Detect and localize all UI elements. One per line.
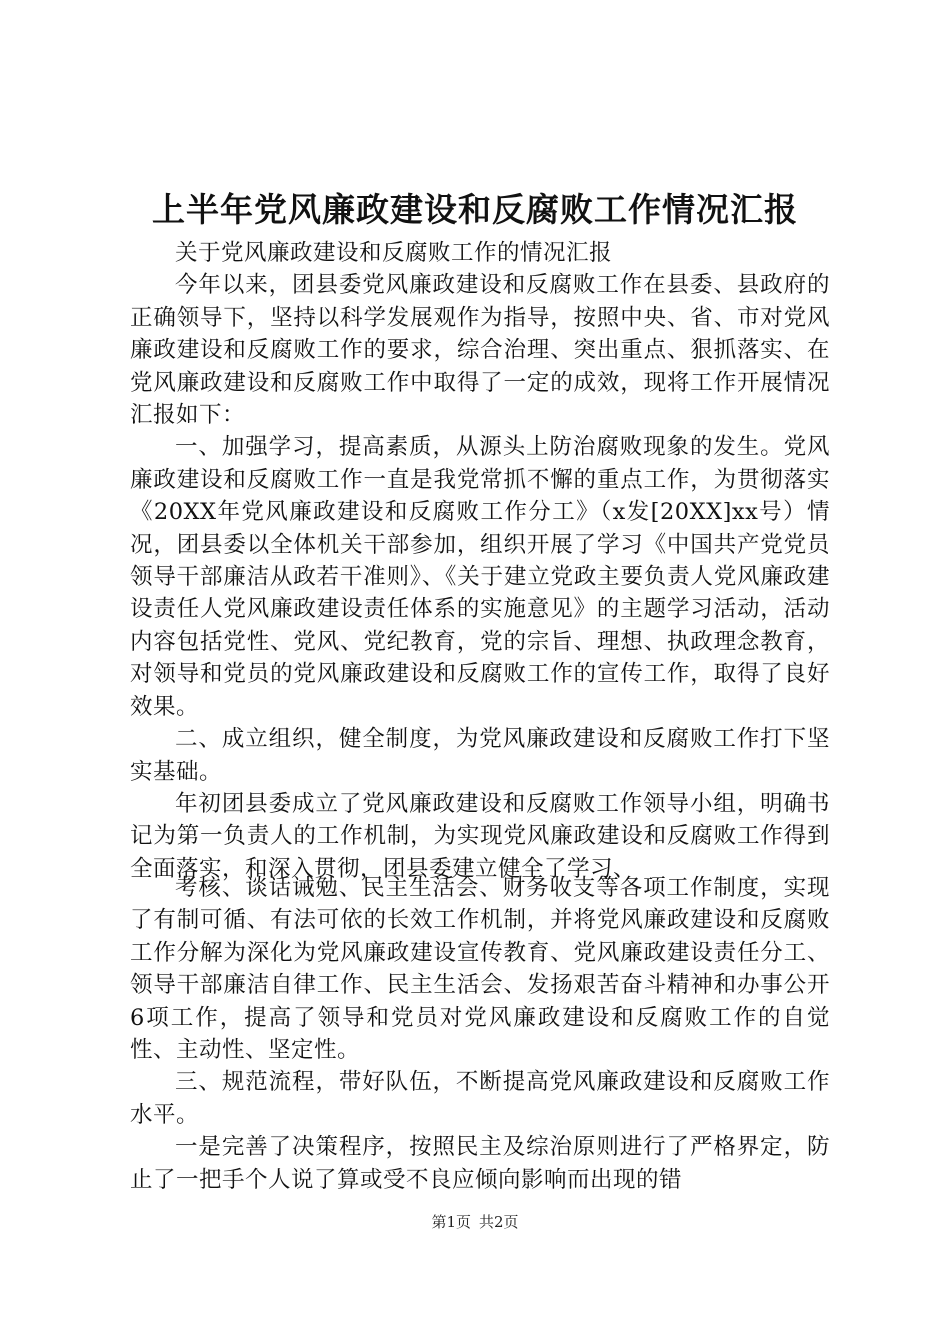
paragraph: 关于党风廉政建设和反腐败工作的情况汇报 [175,240,613,266]
paragraph: 年初团县委成立了党风廉政建设和反腐败工作领导小组，明确书记为第一负责人的工作机制，为实现党风廉政建设和反腐败工作得到全面落实，和深入贯彻，团县委建立健全了学习、 [130,790,830,882]
paragraph: 考核、谈话诫勉、民主生活会、财务收支等各项工作制度，实现了有制可循、有法可依的长效工作机制，并将党风廉政建设和反腐败工作分解为深化为党风廉政建设宣传教育、党风廉政建设责任分工、领导干部廉洁自律工作、民主生活会、发扬艰苦奋斗精神和办事公开6项工作，提高了领导和党员对党风廉政建设和反腐败工作的自觉性、主动性、坚定性。 [130,875,830,1064]
page-total: 共2页 [479,1213,519,1231]
paragraph: 二、成立组织，健全制度，为党风廉政建设和反腐败工作打下坚实基础。 [130,726,830,785]
body-block-2 [130,872,830,1196]
body-block-1 [130,237,830,885]
document-title: 上半年党风廉政建设和反腐败工作情况汇报 [152,190,798,229]
paragraph: 三、规范流程，带好队伍，不断提高党风廉政建设和反腐败工作水平。 [130,1069,830,1128]
page-number: 第1页 [431,1213,471,1231]
page-footer [0,1212,950,1232]
paragraph: 一是完善了决策程序，按照民主及综治原则进行了严格界定，防止了一把手个人说了算或受不良应倾向影响而出现的错 [130,1134,830,1193]
paragraph: 今年以来，团县委党风廉政建设和反腐败工作在县委、县政府的正确领导下，坚持以科学发展观作为指导，按照中央、省、市对党风廉政建设和反腐败工作的要求，综合治理、突出重点、狠抓落实、在党风廉政建设和反腐败工作中取得了一定的成效，现将工作开展情况汇报如下： [130,272,830,429]
paragraph: 一、加强学习，提高素质，从源头上防治腐败现象的发生。党风廉政建设和反腐败工作一直是我党常抓不懈的重点工作，为贯彻落实《20XX年党风廉政建设和反腐败工作分工》（x发[20XX]xx号）情况，团县委以全体机关干部参加，组织开展了学习《中国共产党党员领导干部廉洁从政若干准则》、《关于建立党政主要负责人党风廉政建设责任人党风廉政建设责任体系的实施意见》的主题学习活动，活动内容包括党性、党风、党纪教育，党的宗旨、理想、执政理念教育，对领导和党员的党风廉政建设和反腐败工作的宣传工作，取得了良好效果。 [130,434,830,720]
